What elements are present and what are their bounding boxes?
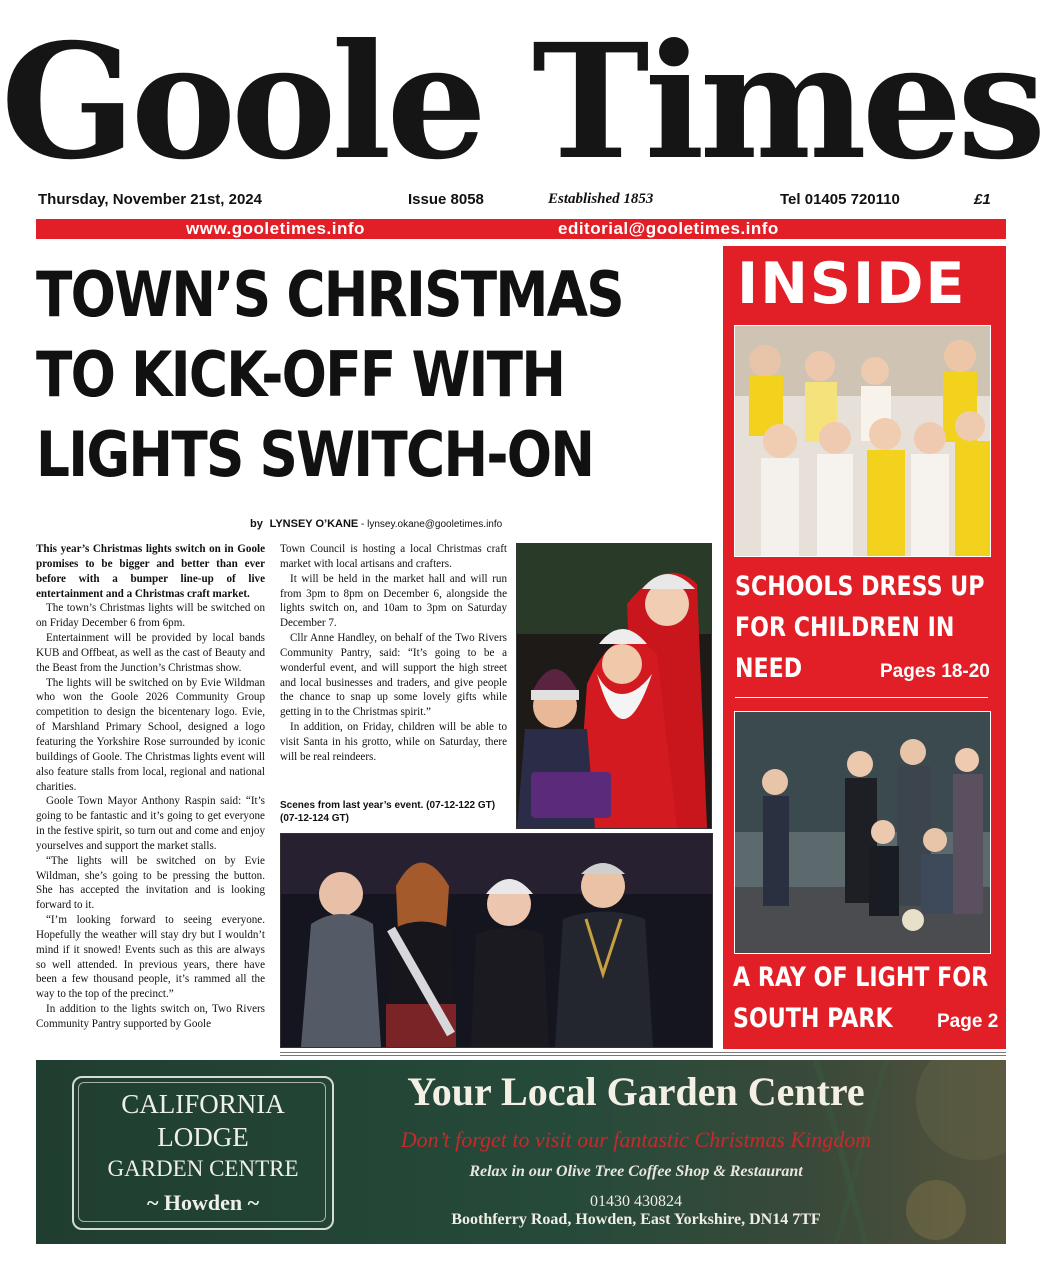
article-paragraph: Cllr Anne Handley, on behalf of the Two Rivers Community Pantry, said: “It’s going to be a wonderful event, and will support the high street and local businesses and traders, and give people the chance to snap up some lovely gifts while getting in to the Christmas spirit.” [280,632,507,719]
headline-line: TOWN’S CHRISTMAS [36,258,623,331]
byline-prefix: by [250,518,263,530]
inside-headline-line: NEED [735,653,803,684]
mayor-group-photo-art [281,834,712,1047]
article-paragraph: “The lights will be switched on by Evie Wildman, she’s going to be pressing the button. She has accepted the invitation and is looking forward to it. [36,854,265,912]
article-column-2 [280,542,507,765]
logo-line: GARDEN CENTRE [107,1156,299,1181]
schools-photo[interactable] [734,325,991,557]
price: £1 [974,191,991,208]
article-paragraph: Entertainment will be provided by local bands KUB and Offbeat, as well as the cast of Beauty and the Beast from the Junction’s Christmas show. [36,632,265,674]
inside-title: INSIDE [737,251,967,317]
inside-divider [735,697,988,698]
mayor-group-photo [280,833,713,1048]
byline-email: - lynsey.okane@gooletimes.info [358,519,503,530]
article-paragraph: Town Council is hosting a local Christmas craft market with local artisans and crafters. [280,543,507,570]
advert-subline: Relax in our Olive Tree Coffee Shop & Restaurant [469,1163,803,1180]
article-paragraph: The town’s Christmas lights will be switched on on Friday December 6 from 6pm. [36,602,265,630]
issue-number: Issue 8058 [408,191,484,208]
article-column-1 [36,542,265,1032]
santa-photo-art [517,544,711,828]
south-park-photo-art [735,712,990,953]
email-link[interactable]: editorial@gooletimes.info [558,219,779,238]
advert-headline: Your Local Garden Centre [407,1069,865,1114]
issue-date: Thursday, November 21st, 2024 [38,191,262,208]
logo-line: LODGE [157,1122,249,1152]
article-paragraph: In addition to the lights switch on, Two Rivers Community Pantry supported by Goole [36,1003,265,1030]
south-park-photo[interactable] [734,711,991,954]
established-note: Established 1853 [548,191,654,207]
contact-bar [36,219,1006,239]
masthead-title: Goole Times [0,10,1042,195]
headline-line: TO KICK-OFF WITH [36,338,565,411]
article-paragraph: “I’m looking forward to seeing everyone. Hopefully the weather will stay dry but I wouldn’t mind if it snowed! Events such as this are always so well attended. In previous years, there have been a few thousand people, it’s rammed all the way to the top of the precinct.” [36,914,265,1001]
advert-tagline: Don’t forget to visit our fantastic Christmas Kingdom [400,1127,872,1152]
advert-address: Boothferry Road, Howden, East Yorkshire, DN14 7TF [451,1211,821,1228]
byline [250,518,502,530]
inside-headline-line: FOR CHILDREN IN [735,612,955,643]
photo-caption: Scenes from last year’s event. (07-12-122 GT) (07-12-124 GT) [280,800,496,824]
advert-phone[interactable]: 01430 430824 [590,1193,682,1210]
schools-photo-art [735,326,990,556]
telephone: Tel 01405 720110 [780,191,900,208]
headline-line: LIGHTS SWITCH-ON [36,418,594,491]
section-rule [280,1055,1006,1056]
section-rule [280,1052,1006,1053]
santa-photo [516,543,712,829]
logo-line: CALIFORNIA [121,1089,285,1119]
article-paragraph: It will be held in the market hall and will run from 3pm to 8pm on December 6, alongside the lights switch on, and 10am to 3pm on Saturday December 7. [280,572,507,630]
article-paragraph: The lights will be switched on by Evie Wildman who won the Goole 2026 Community Group competition to design the bicentenary logo. Evie, of Marshland Primary School, designed a logo featuring the Yorkshire Rose surrounded by iconic buildings of Goole. The Christmas lights event will also feature stalls from local, regional and national charities. [36,676,265,793]
inside-story-1-pages[interactable]: Pages 18-20 [880,661,990,682]
inside-story-2-pages[interactable]: Page 2 [937,1011,999,1032]
website-link[interactable]: www.gooletimes.info [186,219,365,238]
article-paragraph: In addition, on Friday, children will be able to visit Santa in his grotto, while on Saturday, there will be real reindeers. [280,721,507,763]
byline-author: LYNSEY O’KANE [269,518,359,530]
inside-headline-line: A RAY OF LIGHT FOR [733,962,989,993]
article-paragraph: Goole Town Mayor Anthony Raspin said: “It’s going to be fantastic and it’s going to get everyone in the festive spirit, so turn out and come and enjoy yourselves and support the market stalls. [36,795,265,852]
lead-headline [36,255,629,495]
article-paragraph: This year’s Christmas lights switch on in Goole promises to be bigger and better than ever before with a bumper line-up of live entertainment and a Christmas craft market. [36,543,265,600]
inside-headline-line: SCHOOLS DRESS UP [735,571,985,602]
logo-line: ~ Howden ~ [146,1190,260,1215]
inside-headline-line: SOUTH PARK [733,1003,893,1034]
